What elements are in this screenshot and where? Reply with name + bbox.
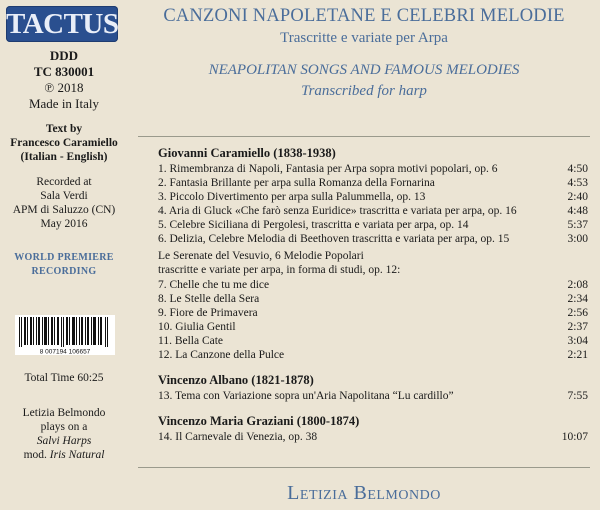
- performer-name: Letizia Belmondo: [22, 407, 106, 419]
- barcode: [15, 315, 115, 355]
- track-duration: 2:40: [567, 191, 588, 203]
- track-title: 9. Fiore de Primavera: [158, 307, 258, 319]
- english-subtitle: Transcribed for harp: [301, 83, 427, 99]
- track-duration: 10:07: [561, 431, 588, 443]
- italian-subtitle: Trascritte e variate per Arpa: [280, 30, 448, 46]
- world-premiere-line2: RECORDING: [31, 266, 97, 277]
- recording-venue: Sala Verdi: [40, 190, 88, 202]
- track-duration: 2:21: [567, 349, 588, 361]
- track-title: 5. Celebre Siciliana di Pergolesi, trascritta e variata per arpa, op. 14: [158, 219, 469, 231]
- catalog-number: TC 830001: [33, 64, 95, 79]
- harp-model-line: [0, 449, 128, 461]
- harp-maker: Salvi Harps: [36, 435, 92, 447]
- serenate-heading-line2: trascritte e variate per arpa, in forma di studi, op. 12:: [158, 264, 401, 276]
- text-by-label: Text by: [45, 123, 83, 135]
- serenate-heading-line1: Le Serenate del Vesuvio, 6 Melodie Popolari: [158, 250, 364, 262]
- plays-on-label: plays on a: [40, 421, 88, 433]
- track-duration: 4:48: [567, 205, 588, 217]
- track-title: 4. Aria di Gluck «Che farò senza Euridice» trascritta e variata per arpa, op. 16: [158, 205, 517, 217]
- track-title: 11. Bella Cate: [158, 335, 224, 347]
- recording-venue-location: APM di Saluzzo (CN): [12, 204, 116, 216]
- recording-date: May 2016: [40, 218, 88, 230]
- label-column: [0, 0, 128, 510]
- track-title: 12. La Canzone della Pulce: [158, 349, 285, 361]
- composer-graziani: Vincenzo Maria Graziani (1800-1874): [158, 414, 360, 428]
- recorded-at-label: Recorded at: [36, 176, 92, 188]
- track-title: 10. Giulia Gentil: [158, 321, 236, 333]
- track-duration: 3:00: [567, 233, 588, 245]
- tactus-logo: TACTUS: [6, 8, 119, 40]
- composer-albano: Vincenzo Albano (1821-1878): [158, 373, 314, 387]
- track-title: 8. Le Stelle della Sera: [158, 293, 260, 305]
- composer-caramiello: Giovanni Caramiello (1838-1938): [158, 146, 336, 160]
- phonogram-year: ℗ 2018: [44, 80, 84, 95]
- track-duration: 7:55: [567, 390, 588, 402]
- track-duration: 2:08: [567, 279, 588, 291]
- barcode-digits: 8 007194 106657: [39, 348, 91, 355]
- track-title: 3. Piccolo Divertimento per arpa sulla Palummella, op. 13: [158, 191, 426, 203]
- world-premiere-line1: WORLD PREMIERE: [14, 252, 114, 263]
- text-by-languages: (Italian - English): [20, 151, 108, 163]
- artist-name: Letizia Belmondo: [287, 482, 441, 504]
- track-title: 2. Fantasia Brillante per arpa sulla Romanza della Fornarina: [158, 177, 435, 189]
- track-duration: 5:37: [567, 219, 588, 231]
- italian-title: CANZONI NAPOLETANE E CELEBRI MELODIE: [163, 6, 565, 26]
- track-title: 6. Delizia, Celebre Melodia di Beethoven trascritta e variata per arpa, op. 15: [158, 233, 510, 245]
- harp-model-prefix: mod.: [23, 449, 47, 461]
- top-divider: [138, 136, 590, 137]
- text-by-name: Francesco Caramiello: [10, 137, 118, 149]
- harp-model: Iris Natural: [49, 449, 105, 461]
- track-title: 13. Tema con Variazione sopra un'Aria Napolitana “Lu cardillo”: [158, 390, 454, 402]
- track-duration: 2:34: [567, 293, 588, 305]
- english-title: NEAPOLITAN SONGS AND FAMOUS MELODIES: [208, 62, 520, 78]
- total-time: Total Time 60:25: [24, 372, 104, 384]
- bottom-divider: [138, 467, 590, 468]
- track-duration: 2:56: [567, 307, 588, 319]
- track-duration: 3:04: [567, 335, 588, 347]
- track-title: 1. Rimembranza di Napoli, Fantasia per Arpa sopra motivi popolari, op. 6: [158, 163, 498, 175]
- track-duration: 2:37: [567, 321, 588, 333]
- track-duration: 4:53: [567, 177, 588, 189]
- made-in: Made in Italy: [28, 96, 100, 111]
- track-title: 7. Chelle che tu me dice: [158, 279, 270, 291]
- track-duration: 4:50: [567, 163, 588, 175]
- track-title: 14. Il Carnevale di Venezia, op. 38: [158, 431, 318, 443]
- ddd-code: DDD: [49, 48, 79, 63]
